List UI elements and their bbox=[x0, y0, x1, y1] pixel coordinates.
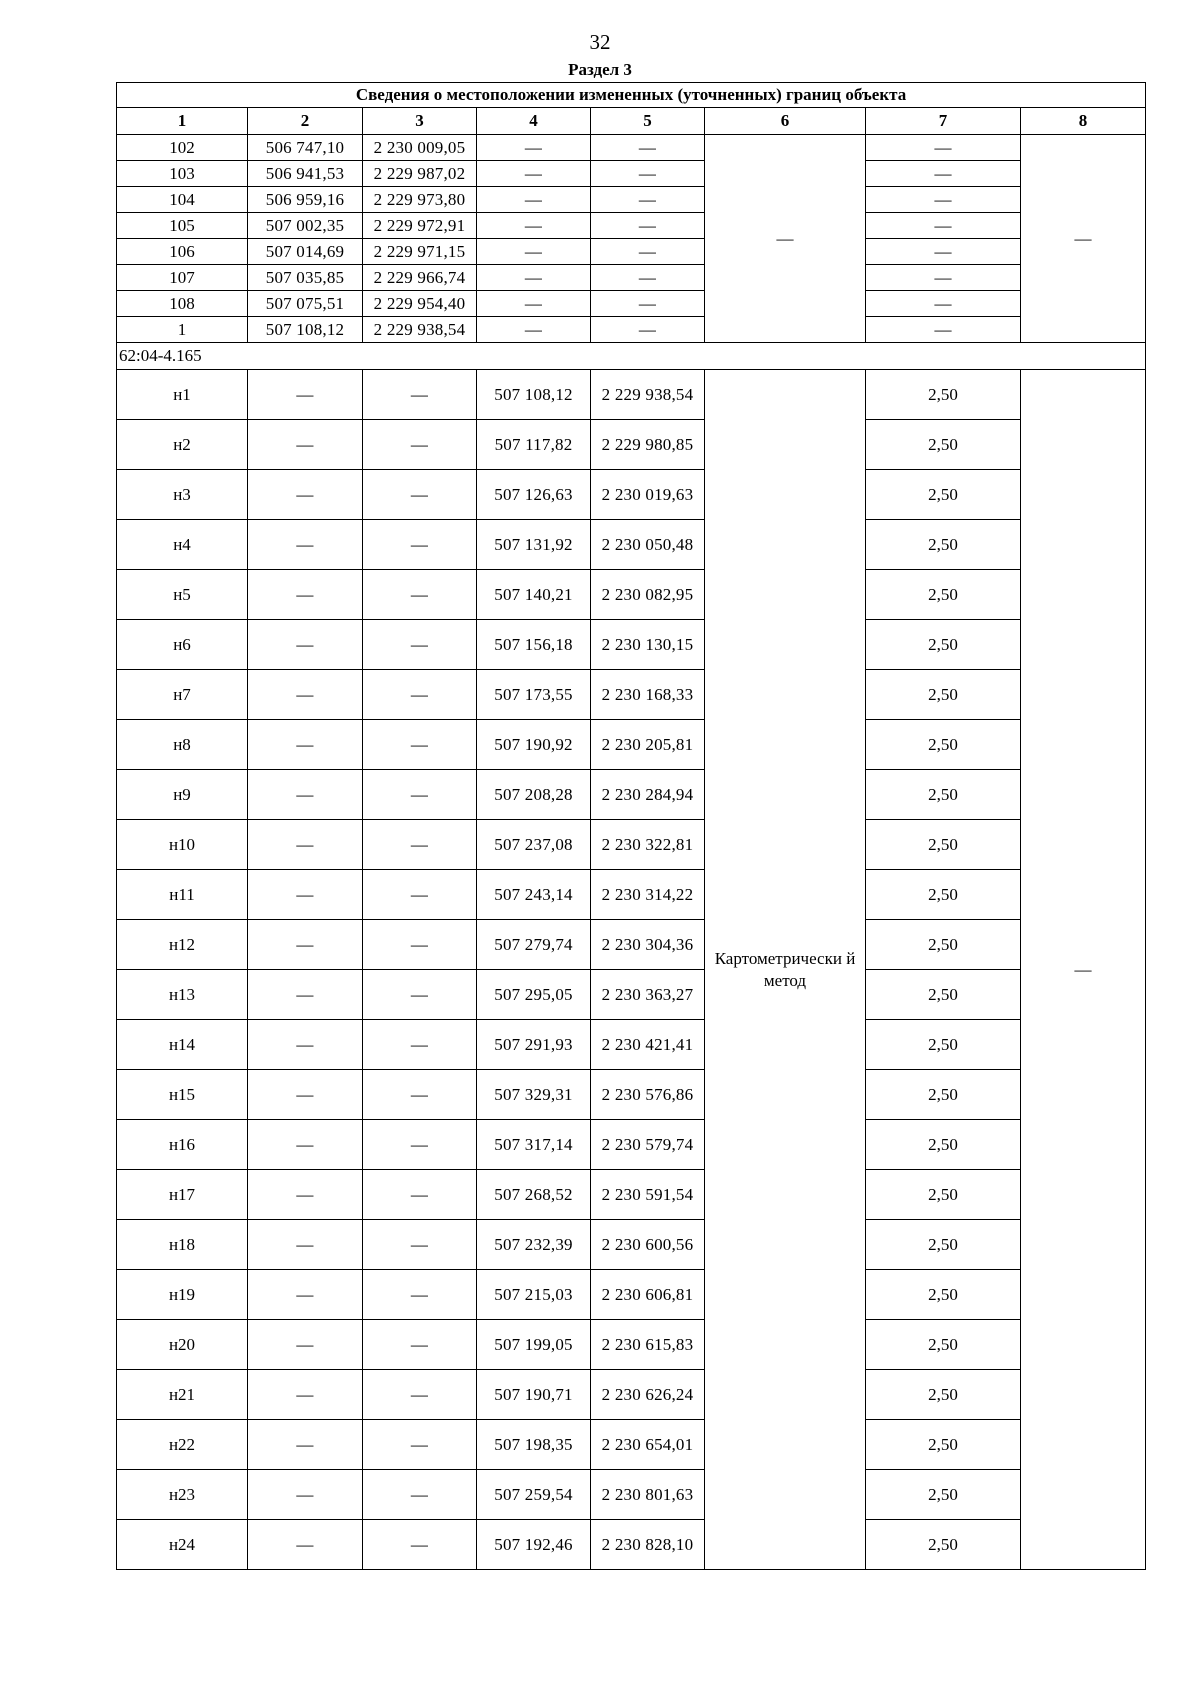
table-row bbox=[117, 1470, 1146, 1520]
method-cell: Картометрически й метод bbox=[705, 370, 866, 1570]
table-row bbox=[117, 420, 1146, 470]
x-existing-cell: 507 035,85 bbox=[248, 265, 363, 291]
y-existing-cell: — bbox=[363, 1120, 477, 1170]
table-row bbox=[117, 1270, 1146, 1320]
column8-cell: — bbox=[1021, 135, 1146, 343]
y-existing-cell: — bbox=[363, 520, 477, 570]
point-number-cell: н9 bbox=[117, 770, 248, 820]
precision-cell: 2,50 bbox=[866, 620, 1021, 670]
x-existing-cell: — bbox=[248, 720, 363, 770]
x-existing-cell: — bbox=[248, 1420, 363, 1470]
point-number-cell: 1 bbox=[117, 317, 248, 343]
precision-cell: — bbox=[866, 161, 1021, 187]
y-refined-cell: 2 230 304,36 bbox=[591, 920, 705, 970]
table-row bbox=[117, 770, 1146, 820]
y-refined-cell: 2 229 938,54 bbox=[591, 370, 705, 420]
precision-cell: 2,50 bbox=[866, 1020, 1021, 1070]
x-refined-cell: 507 237,08 bbox=[477, 820, 591, 870]
y-existing-cell: — bbox=[363, 1020, 477, 1070]
precision-cell: 2,50 bbox=[866, 470, 1021, 520]
y-refined-cell: — bbox=[591, 239, 705, 265]
column-number: 2 bbox=[248, 108, 363, 135]
y-existing-cell: — bbox=[363, 1270, 477, 1320]
x-existing-cell: — bbox=[248, 1320, 363, 1370]
y-existing-cell: — bbox=[363, 420, 477, 470]
point-number-cell: н4 bbox=[117, 520, 248, 570]
table-row bbox=[117, 239, 1146, 265]
y-existing-cell: — bbox=[363, 670, 477, 720]
x-refined-cell: 507 140,21 bbox=[477, 570, 591, 620]
x-refined-cell: 507 232,39 bbox=[477, 1220, 591, 1270]
x-existing-cell: — bbox=[248, 470, 363, 520]
y-refined-cell: 2 230 322,81 bbox=[591, 820, 705, 870]
y-refined-cell: 2 230 801,63 bbox=[591, 1470, 705, 1520]
x-refined-cell: 507 317,14 bbox=[477, 1120, 591, 1170]
x-refined-cell: 507 215,03 bbox=[477, 1270, 591, 1320]
point-number-cell: н18 bbox=[117, 1220, 248, 1270]
y-refined-cell: 2 230 576,86 bbox=[591, 1070, 705, 1120]
y-existing-cell: 2 229 966,74 bbox=[363, 265, 477, 291]
x-existing-cell: — bbox=[248, 620, 363, 670]
column-number: 3 bbox=[363, 108, 477, 135]
y-existing-cell: — bbox=[363, 870, 477, 920]
y-refined-cell: — bbox=[591, 317, 705, 343]
point-number-cell: н5 bbox=[117, 570, 248, 620]
y-existing-cell: 2 229 972,91 bbox=[363, 213, 477, 239]
column-number: 7 bbox=[866, 108, 1021, 135]
precision-cell: 2,50 bbox=[866, 670, 1021, 720]
x-existing-cell: 507 002,35 bbox=[248, 213, 363, 239]
y-existing-cell: — bbox=[363, 370, 477, 420]
table-row bbox=[117, 470, 1146, 520]
y-refined-cell: 2 230 615,83 bbox=[591, 1320, 705, 1370]
point-number-cell: н23 bbox=[117, 1470, 248, 1520]
y-existing-cell: — bbox=[363, 620, 477, 670]
x-existing-cell: 506 941,53 bbox=[248, 161, 363, 187]
precision-cell: 2,50 bbox=[866, 1170, 1021, 1220]
point-number-cell: н7 bbox=[117, 670, 248, 720]
y-existing-cell: — bbox=[363, 720, 477, 770]
point-number-cell: н20 bbox=[117, 1320, 248, 1370]
table-row bbox=[117, 1220, 1146, 1270]
x-refined-cell: — bbox=[477, 161, 591, 187]
y-refined-cell: 2 230 626,24 bbox=[591, 1370, 705, 1420]
precision-cell: 2,50 bbox=[866, 1070, 1021, 1120]
x-existing-cell: — bbox=[248, 1170, 363, 1220]
x-existing-cell: 506 959,16 bbox=[248, 187, 363, 213]
precision-cell: 2,50 bbox=[866, 820, 1021, 870]
point-number-cell: н19 bbox=[117, 1270, 248, 1320]
y-refined-cell: — bbox=[591, 161, 705, 187]
point-number-cell: н8 bbox=[117, 720, 248, 770]
y-refined-cell: 2 230 579,74 bbox=[591, 1120, 705, 1170]
precision-cell: 2,50 bbox=[866, 770, 1021, 820]
y-existing-cell: — bbox=[363, 1470, 477, 1520]
parcel-number-cell: 62:04-4.165 bbox=[117, 343, 1146, 370]
precision-cell: 2,50 bbox=[866, 1370, 1021, 1420]
x-existing-cell: — bbox=[248, 1370, 363, 1420]
x-refined-cell: 507 243,14 bbox=[477, 870, 591, 920]
y-existing-cell: — bbox=[363, 1520, 477, 1570]
x-refined-cell: 507 329,31 bbox=[477, 1070, 591, 1120]
point-number-cell: н11 bbox=[117, 870, 248, 920]
table-row bbox=[117, 370, 1146, 420]
y-refined-cell: 2 230 050,48 bbox=[591, 520, 705, 570]
precision-cell: 2,50 bbox=[866, 920, 1021, 970]
boundary-coordinates-table bbox=[116, 82, 1146, 1570]
y-existing-cell: — bbox=[363, 1170, 477, 1220]
point-number-cell: н24 bbox=[117, 1520, 248, 1570]
y-existing-cell: — bbox=[363, 570, 477, 620]
y-refined-cell: 2 230 284,94 bbox=[591, 770, 705, 820]
x-existing-cell: 507 014,69 bbox=[248, 239, 363, 265]
x-refined-cell: — bbox=[477, 291, 591, 317]
precision-cell: 2,50 bbox=[866, 970, 1021, 1020]
y-refined-cell: 2 230 019,63 bbox=[591, 470, 705, 520]
table-row bbox=[117, 1120, 1146, 1170]
y-refined-cell: 2 230 205,81 bbox=[591, 720, 705, 770]
x-refined-cell: — bbox=[477, 135, 591, 161]
y-refined-cell: 2 230 654,01 bbox=[591, 1420, 705, 1470]
y-existing-cell: 2 229 938,54 bbox=[363, 317, 477, 343]
point-number-cell: 102 bbox=[117, 135, 248, 161]
y-refined-cell: — bbox=[591, 213, 705, 239]
method-cell: — bbox=[705, 135, 866, 343]
y-refined-cell: — bbox=[591, 187, 705, 213]
x-existing-cell: — bbox=[248, 1070, 363, 1120]
table-row bbox=[117, 520, 1146, 570]
y-existing-cell: — bbox=[363, 770, 477, 820]
point-number-cell: 104 bbox=[117, 187, 248, 213]
y-existing-cell: — bbox=[363, 920, 477, 970]
x-refined-cell: 507 156,18 bbox=[477, 620, 591, 670]
x-refined-cell: 507 295,05 bbox=[477, 970, 591, 1020]
x-existing-cell: — bbox=[248, 1520, 363, 1570]
x-refined-cell: — bbox=[477, 187, 591, 213]
x-existing-cell: — bbox=[248, 420, 363, 470]
y-refined-cell: — bbox=[591, 291, 705, 317]
table-row bbox=[117, 1370, 1146, 1420]
table-body bbox=[117, 135, 1146, 1570]
point-number-cell: 106 bbox=[117, 239, 248, 265]
y-refined-cell: 2 230 591,54 bbox=[591, 1170, 705, 1220]
precision-cell: 2,50 bbox=[866, 720, 1021, 770]
x-existing-cell: 506 747,10 bbox=[248, 135, 363, 161]
x-refined-cell: — bbox=[477, 265, 591, 291]
table-row bbox=[117, 920, 1146, 970]
precision-cell: — bbox=[866, 187, 1021, 213]
x-existing-cell: — bbox=[248, 920, 363, 970]
x-refined-cell: 507 131,92 bbox=[477, 520, 591, 570]
precision-cell: 2,50 bbox=[866, 370, 1021, 420]
point-number-cell: н3 bbox=[117, 470, 248, 520]
column8-cell: — bbox=[1021, 370, 1146, 1570]
precision-cell: — bbox=[866, 265, 1021, 291]
precision-cell: 2,50 bbox=[866, 1520, 1021, 1570]
y-refined-cell: 2 230 314,22 bbox=[591, 870, 705, 920]
column-number: 4 bbox=[477, 108, 591, 135]
x-refined-cell: 507 192,46 bbox=[477, 1520, 591, 1570]
y-existing-cell: — bbox=[363, 1320, 477, 1370]
x-refined-cell: 507 108,12 bbox=[477, 370, 591, 420]
precision-cell: 2,50 bbox=[866, 1470, 1021, 1520]
x-existing-cell: — bbox=[248, 520, 363, 570]
x-existing-cell: — bbox=[248, 1470, 363, 1520]
precision-cell: — bbox=[866, 291, 1021, 317]
table-row bbox=[117, 187, 1146, 213]
table-row bbox=[117, 1020, 1146, 1070]
x-existing-cell: 507 075,51 bbox=[248, 291, 363, 317]
y-existing-cell: 2 229 954,40 bbox=[363, 291, 477, 317]
x-refined-cell: 507 199,05 bbox=[477, 1320, 591, 1370]
table-row bbox=[117, 1070, 1146, 1120]
y-refined-cell: 2 230 421,41 bbox=[591, 1020, 705, 1070]
x-refined-cell: — bbox=[477, 317, 591, 343]
x-existing-cell: — bbox=[248, 1020, 363, 1070]
table-row bbox=[117, 161, 1146, 187]
point-number-cell: н15 bbox=[117, 1070, 248, 1120]
section-title: Раздел 3 bbox=[568, 60, 632, 79]
y-refined-cell: 2 230 130,15 bbox=[591, 620, 705, 670]
precision-cell: — bbox=[866, 213, 1021, 239]
column-number: 6 bbox=[705, 108, 866, 135]
y-existing-cell: 2 229 987,02 bbox=[363, 161, 477, 187]
x-existing-cell: 507 108,12 bbox=[248, 317, 363, 343]
x-refined-cell: 507 126,63 bbox=[477, 470, 591, 520]
y-existing-cell: 2 229 971,15 bbox=[363, 239, 477, 265]
parcel-separator-row bbox=[117, 343, 1146, 370]
point-number-cell: н17 bbox=[117, 1170, 248, 1220]
column-number: 8 bbox=[1021, 108, 1146, 135]
y-existing-cell: — bbox=[363, 1370, 477, 1420]
point-number-cell: н1 bbox=[117, 370, 248, 420]
point-number-cell: н22 bbox=[117, 1420, 248, 1470]
x-refined-cell: 507 268,52 bbox=[477, 1170, 591, 1220]
precision-cell: — bbox=[866, 239, 1021, 265]
point-number-cell: н2 bbox=[117, 420, 248, 470]
x-refined-cell: — bbox=[477, 213, 591, 239]
y-refined-cell: 2 230 168,33 bbox=[591, 670, 705, 720]
y-refined-cell: 2 230 828,10 bbox=[591, 1520, 705, 1570]
y-existing-cell: — bbox=[363, 470, 477, 520]
precision-cell: 2,50 bbox=[866, 1320, 1021, 1370]
point-number-cell: н13 bbox=[117, 970, 248, 1020]
y-refined-cell: — bbox=[591, 135, 705, 161]
table-row bbox=[117, 820, 1146, 870]
point-number-cell: 105 bbox=[117, 213, 248, 239]
point-number-cell: н12 bbox=[117, 920, 248, 970]
y-refined-cell: 2 230 082,95 bbox=[591, 570, 705, 620]
x-existing-cell: — bbox=[248, 820, 363, 870]
y-existing-cell: 2 229 973,80 bbox=[363, 187, 477, 213]
table-row bbox=[117, 291, 1146, 317]
x-refined-cell: 507 291,93 bbox=[477, 1020, 591, 1070]
x-existing-cell: — bbox=[248, 670, 363, 720]
table-row bbox=[117, 1520, 1146, 1570]
x-existing-cell: — bbox=[248, 570, 363, 620]
y-existing-cell: — bbox=[363, 970, 477, 1020]
precision-cell: 2,50 bbox=[866, 570, 1021, 620]
table-row bbox=[117, 570, 1146, 620]
point-number-cell: н21 bbox=[117, 1370, 248, 1420]
table-row bbox=[117, 213, 1146, 239]
y-existing-cell: — bbox=[363, 1420, 477, 1470]
precision-cell: 2,50 bbox=[866, 870, 1021, 920]
y-existing-cell: — bbox=[363, 820, 477, 870]
table-row bbox=[117, 1320, 1146, 1370]
precision-cell: 2,50 bbox=[866, 1120, 1021, 1170]
table-row bbox=[117, 1170, 1146, 1220]
x-refined-cell: 507 198,35 bbox=[477, 1420, 591, 1470]
x-existing-cell: — bbox=[248, 770, 363, 820]
table-row bbox=[117, 720, 1146, 770]
column-number: 1 bbox=[117, 108, 248, 135]
precision-cell: 2,50 bbox=[866, 1270, 1021, 1320]
precision-cell: 2,50 bbox=[866, 420, 1021, 470]
point-number-cell: 108 bbox=[117, 291, 248, 317]
precision-cell: — bbox=[866, 317, 1021, 343]
point-number-cell: 107 bbox=[117, 265, 248, 291]
table-row bbox=[117, 1420, 1146, 1470]
table-row bbox=[117, 870, 1146, 920]
x-existing-cell: — bbox=[248, 1120, 363, 1170]
y-refined-cell: — bbox=[591, 265, 705, 291]
x-existing-cell: — bbox=[248, 870, 363, 920]
point-number-cell: 103 bbox=[117, 161, 248, 187]
x-refined-cell: 507 259,54 bbox=[477, 1470, 591, 1520]
x-refined-cell: 507 117,82 bbox=[477, 420, 591, 470]
x-refined-cell: 507 190,92 bbox=[477, 720, 591, 770]
x-existing-cell: — bbox=[248, 1270, 363, 1320]
x-refined-cell: 507 190,71 bbox=[477, 1370, 591, 1420]
table-caption: Сведения о местоположении измененных (уточненных) границ объекта bbox=[117, 83, 1146, 108]
x-existing-cell: — bbox=[248, 1220, 363, 1270]
page-number: 32 bbox=[589, 30, 611, 54]
point-number-cell: н16 bbox=[117, 1120, 248, 1170]
y-existing-cell: — bbox=[363, 1070, 477, 1120]
table-row bbox=[117, 670, 1146, 720]
table-row bbox=[117, 317, 1146, 343]
x-refined-cell: 507 173,55 bbox=[477, 670, 591, 720]
y-existing-cell: — bbox=[363, 1220, 477, 1270]
y-refined-cell: 2 230 363,27 bbox=[591, 970, 705, 1020]
table-row bbox=[117, 620, 1146, 670]
y-refined-cell: 2 229 980,85 bbox=[591, 420, 705, 470]
table-row bbox=[117, 265, 1146, 291]
y-refined-cell: 2 230 606,81 bbox=[591, 1270, 705, 1320]
y-existing-cell: 2 230 009,05 bbox=[363, 135, 477, 161]
x-refined-cell: 507 208,28 bbox=[477, 770, 591, 820]
precision-cell: 2,50 bbox=[866, 1420, 1021, 1470]
y-refined-cell: 2 230 600,56 bbox=[591, 1220, 705, 1270]
x-existing-cell: — bbox=[248, 970, 363, 1020]
point-number-cell: н6 bbox=[117, 620, 248, 670]
precision-cell: 2,50 bbox=[866, 1220, 1021, 1270]
x-refined-cell: — bbox=[477, 239, 591, 265]
point-number-cell: н14 bbox=[117, 1020, 248, 1070]
x-refined-cell: 507 279,74 bbox=[477, 920, 591, 970]
x-existing-cell: — bbox=[248, 370, 363, 420]
column-number: 5 bbox=[591, 108, 705, 135]
precision-cell: 2,50 bbox=[866, 520, 1021, 570]
table-row bbox=[117, 970, 1146, 1020]
point-number-cell: н10 bbox=[117, 820, 248, 870]
precision-cell: — bbox=[866, 135, 1021, 161]
table-row bbox=[117, 135, 1146, 161]
